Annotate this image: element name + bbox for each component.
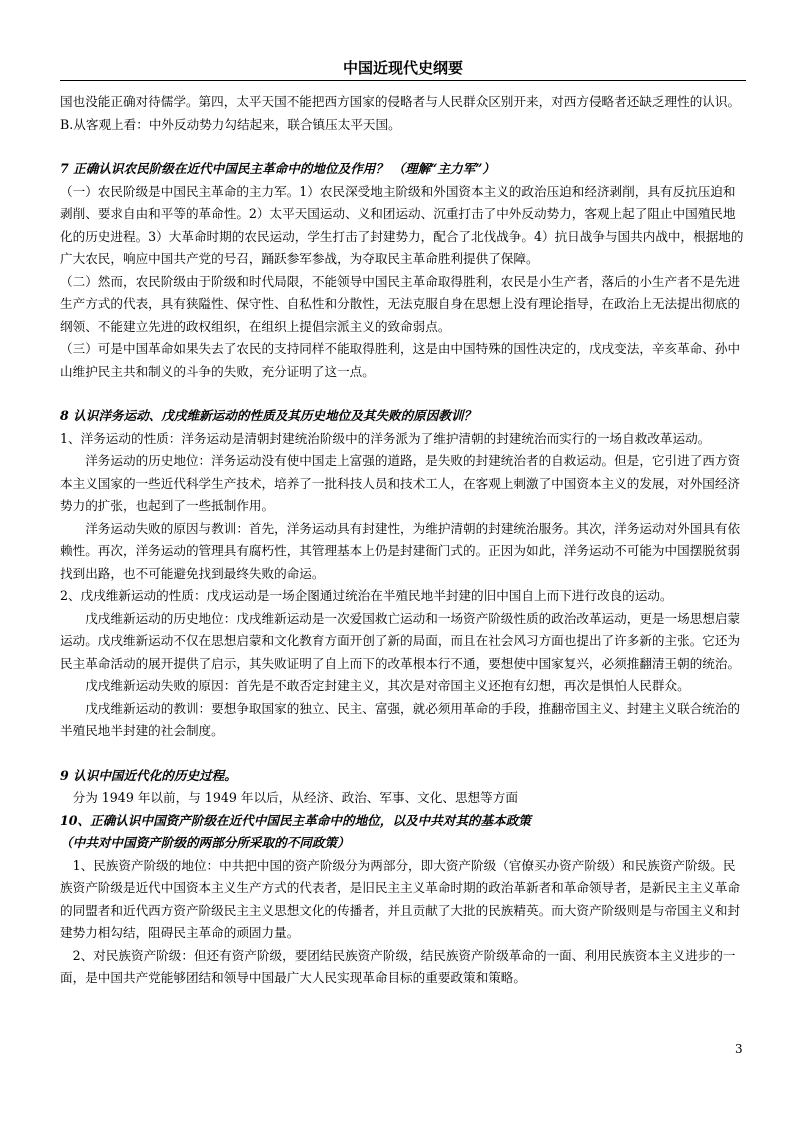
paragraph: 戊戌维新运动的教训：要想争取国家的独立、民主、富强，就必须用革命的手段，推翻帝国主义、封建主义联合统治的半殖民地半封建的社会制度。 bbox=[60, 700, 741, 738]
spacer bbox=[60, 383, 746, 405]
paragraph: 戊戌维新运动的历史地位：戊戌维新运动是一次爱国救亡运动和一场资产阶级性质的政治改革运动，更是一场思想启蒙运动。戊戌维新运动不仅在思想启蒙和文化教育方面开创了新的局面，而且在社会风习方面也提出了许多新的主张。它还为民主革命活动的展开提供了启示，其失败证明了自上而下的改革根本行不通，要想使中国家复兴，必须推翻清王朝的统治。 bbox=[60, 610, 741, 671]
paragraph: （三）可是中国革命如果失去了农民的支持同样不能取得胜利，这是由中国特殊的国性决定的，戊戌变法，辛亥革命、孙中山维护民主共和制义的斗争的失败，充分证明了这一点。 bbox=[60, 341, 741, 379]
question-heading-7: 7 正确认识农民阶级在近代中国民主革命中的地位及作用？ （理解“主力军”） bbox=[60, 161, 496, 176]
spacer bbox=[60, 136, 746, 158]
header-divider bbox=[60, 80, 746, 81]
paragraph: （二）然而，农民阶级由于阶级和时代局限，不能领导中国民主革命取得胜利，农民是小生产者，落后的小生产者不是先进生产方式的代表，具有狭隘性、保守性、自私性和分散性，无法克服自身在思想上没有理论指导，在政治上无法提出彻底的纲领、不能建立先进的政权组织，在组织上提倡宗派主义的致命弱点。 bbox=[60, 273, 741, 334]
paragraph: 1、民族资产阶级的地位：中共把中国的资产阶级分为两部分，即大资产阶级（官僚买办资产阶级）和民族资产阶级。民族资产阶级是近代中国资本主义生产方式的代表者，是旧民主主义革命时期的政治革新者和革命领导者，是新民主主义革命的同盟者和近代西方资产阶级民主主义思想文化的传播者，并且贡献了大批的民族精英。而大资产阶级则是与帝国主义和封建势力相勾结，阻碍民主革命的顽固力量。 bbox=[60, 857, 741, 940]
paragraph: 洋务运动的历史地位：洋务运动没有使中国走上富强的道路，是失败的封建统治者的自救运动。但是，它引进了西方资本主义国家的一些近代科学生产技术，培养了一批科技人员和技术工人，在客观上刺激了中国资本主义的发展，对外国经济势力的扩张，也起到了一些抵制作用。 bbox=[60, 453, 741, 513]
page-number: 3 bbox=[735, 1042, 743, 1056]
question-heading-8: 8 认识洋务运动、戊戌维新运动的性质及其历史地位及其失败的原因教训？ bbox=[60, 408, 477, 423]
paragraph: B.从客观上看：中外反动势力勾结起来，联合镇压太平天国。 bbox=[60, 116, 401, 132]
spacer bbox=[60, 743, 746, 765]
question-heading-9: 9 认识中国近代化的历史过程。 bbox=[60, 767, 237, 783]
paragraph: 分为 1949 年以前，与 1949 年以后，从经济、政治、军事、文化、思想等方面 bbox=[72, 790, 518, 805]
document-body bbox=[60, 91, 746, 990]
paragraph: 1、洋务运动的性质：洋务运动是清朝封建统治阶级中的洋务派为了维护清朝的封建统治而实行的一场自救改革运动。 bbox=[60, 430, 711, 446]
paragraph: 国也没能正确对待儒学。第四，太平天国不能把西方国家的侵略者与人民群众区别开来，对西方侵略者还缺乏理性的认识。 bbox=[60, 94, 741, 109]
paragraph: 洋务运动失败的原因与教训：首先，洋务运动具有封建性，为维护清朝的封建统治服务。其次，洋务运动对外国具有依赖性。再次，洋务运动的管理具有腐朽性，其管理基本上仍是封建衙门式的。正因为如此，洋务运动不可能为中国摆脱贫弱找到出路，也不可能避免找到最终失败的命运。 bbox=[60, 520, 741, 581]
paragraph: （一）农民阶级是中国民主革命的主力军。1）农民深受地主阶级和外国资本主义的政治压迫和经济剥削，具有反抗压迫和剥削、要求自由和平等的革命性。2）太平天国运动、义和团运动、沉重打击了中外反动势力，客观上起了阻止中国殖民地化的历史进程。3）大革命时期的农民运动，学生打击了封建势力，配合了北伐战争。4）抗日战争与国共内战中，根据地的广大农民，响应中国共产党的号召，踊跃参军参战，为夺取民主革命胜利提供了保障。 bbox=[60, 183, 744, 266]
paragraph: 戊戌维新运动失败的原因：首先是不敢否定封建主义，其次是对帝国主义还抱有幻想，再次是惧怕人民群众。 bbox=[85, 678, 690, 693]
page-header-title: 中国近现代史纲要 bbox=[342, 59, 463, 77]
question-subheading-10: （中共对中国资产阶级的两部分所采取的不同政策） bbox=[60, 835, 350, 850]
paragraph: 2、戊戌维新运动的性质：戊戌运动是一场企图通过统治在半殖民地半封建的旧中国自上而下进行改良的运动。 bbox=[60, 588, 673, 603]
question-heading-10: 10、正确认识中国资产阶级在近代中国民主革命中的地位，以及中共对其的基本政策 bbox=[60, 812, 531, 828]
paragraph: 2、对民族资产阶级：但还有资产阶级，要团结民族资产阶级，结民族资产阶级革命的一面、利用民族资本主义进步的一面，是中国共产党能够团结和领导中国最广大人民实现革命目标的重要政策和策略。 bbox=[60, 947, 736, 985]
